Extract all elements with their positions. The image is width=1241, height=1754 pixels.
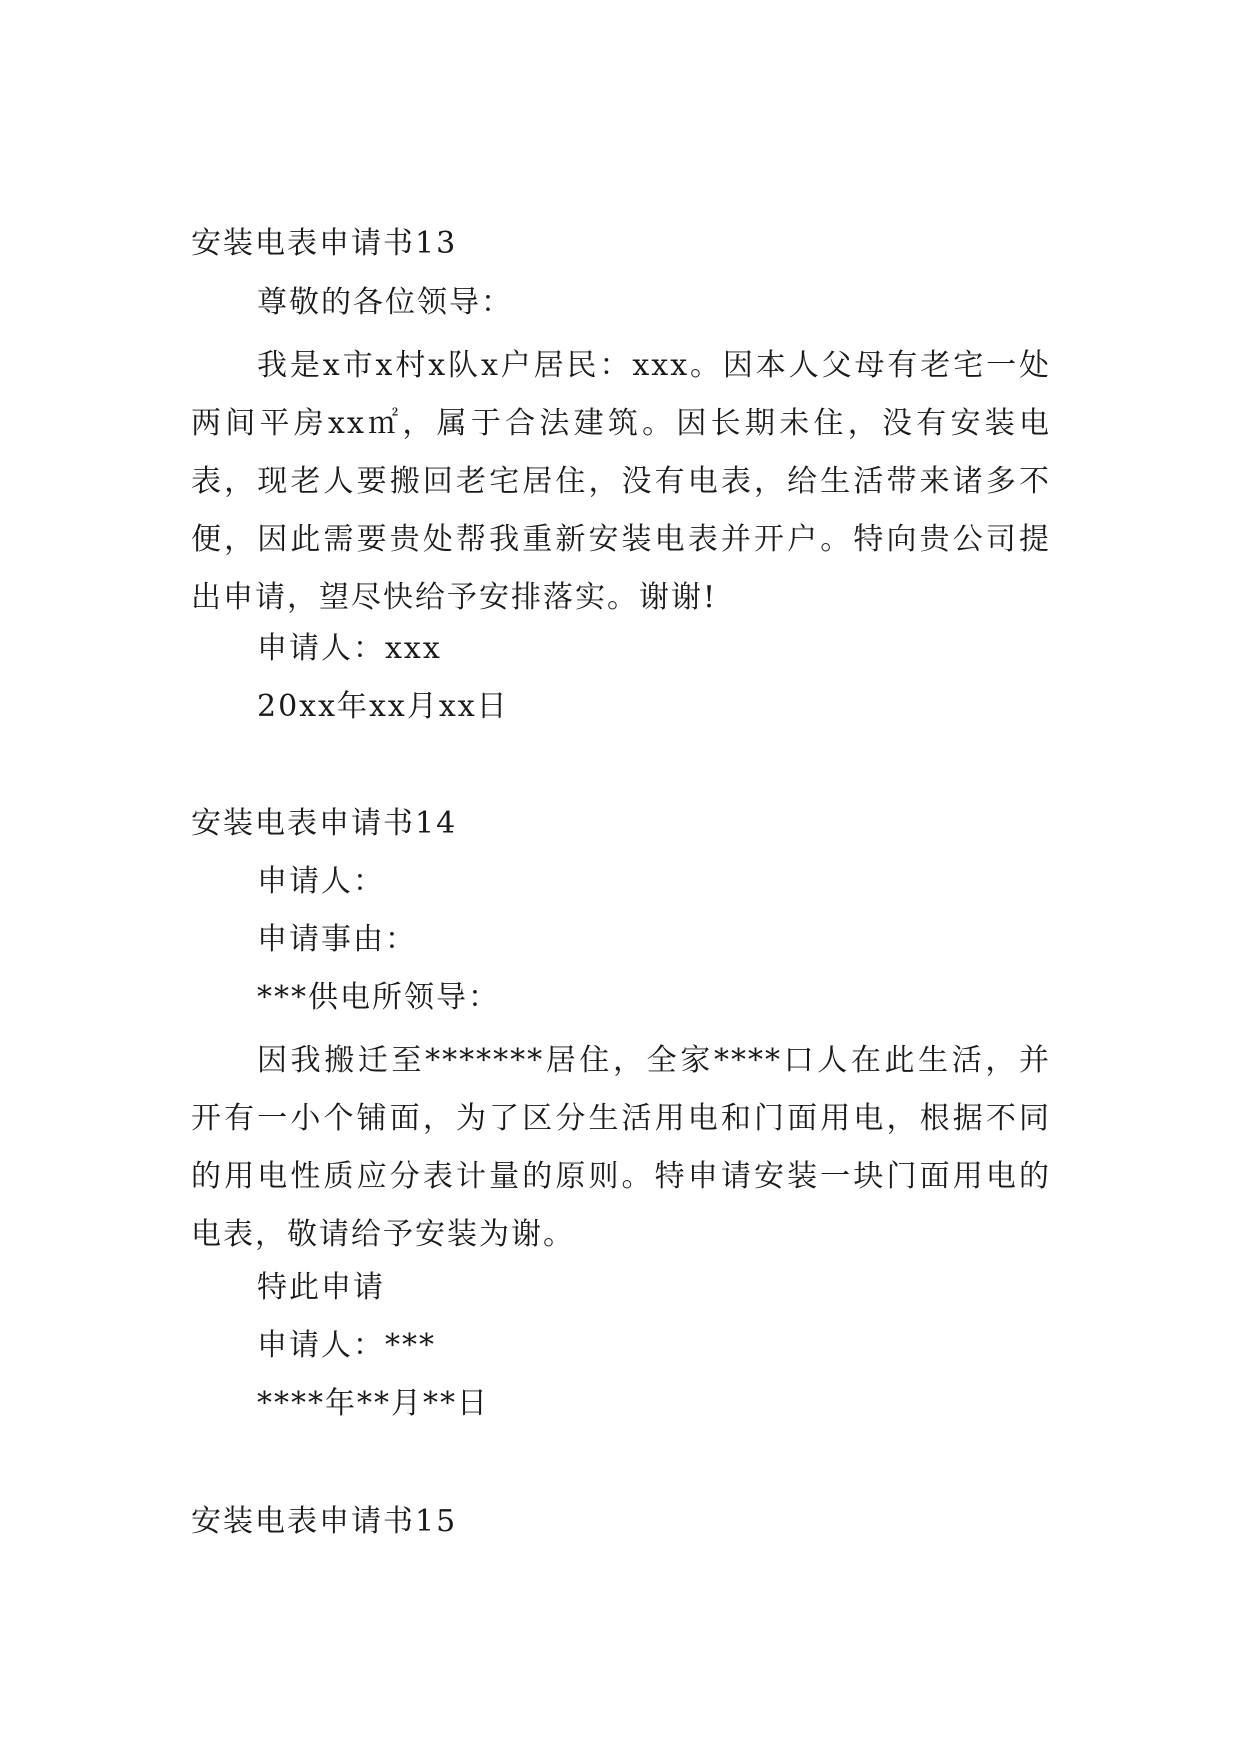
reason-label: 申请事由： (257, 922, 417, 957)
date-line: ****年**月**日 (257, 1386, 489, 1421)
closing-line: 特此申请 (257, 1270, 385, 1305)
section-title: 安装电表申请书15 (191, 1504, 458, 1539)
body-paragraph: 我是x市x村x队x户居民：xxx。因本人父母有老宅一处两间平房xx㎡，属于合法建筑。因长期未住，没有安装电表，现老人要搬回老宅居住，没有电表，给生活带来诸多不便，因此需要贵处帮我重新安装电表并开户。特向贵公司提出申请，望尽快给予安排落实。谢谢! (191, 348, 1051, 615)
applicant-label: 申请人： (257, 864, 385, 899)
applicant-line: 申请人：xxx (257, 631, 442, 666)
section-title: 安装电表申请书13 (191, 226, 458, 261)
body-paragraph: 因我搬迁至*******居住，全家****口人在此生活，并开有一小个铺面，为了区分生活用电和门面用电，根据不同的用电性质应分表计量的原则。特申请安装一块门面用电的电表，敬请给予安装为谢。 (191, 1043, 1051, 1252)
applicant-line: 申请人：*** (257, 1328, 436, 1363)
salutation: 尊敬的各位领导： (257, 285, 513, 320)
date-line: 20xx年xx月xx日 (257, 689, 509, 724)
salutation: ***供电所领导： (257, 980, 500, 1015)
section-title: 安装电表申请书14 (191, 806, 458, 841)
